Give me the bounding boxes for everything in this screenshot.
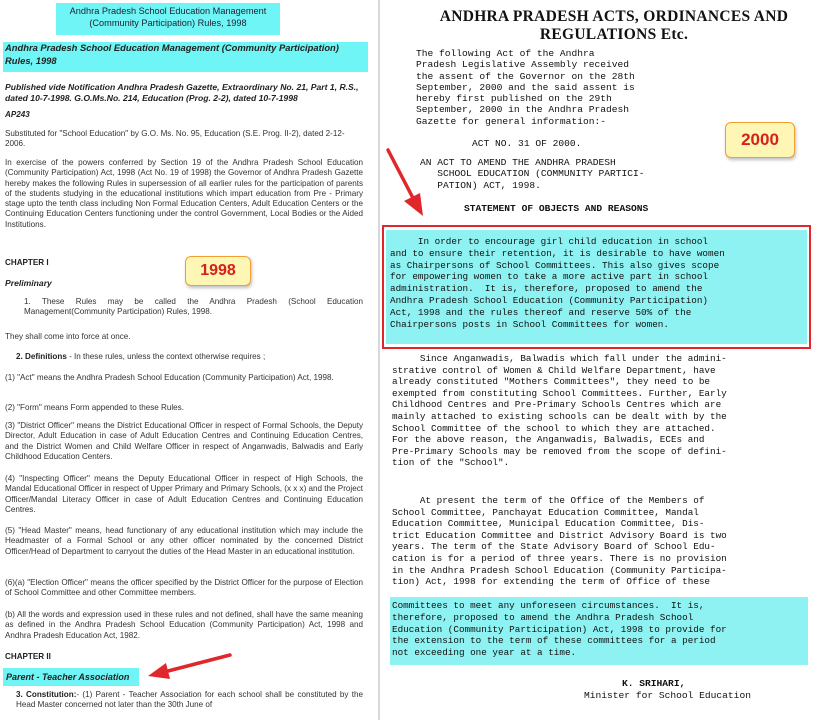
year-badge-1998: 1998 xyxy=(185,256,251,286)
ap-code: AP243 xyxy=(5,110,30,119)
para-extension: Committees to meet any unforeseen circumstances. It is, therefore, proposed to amend the Andhra Pradesh School Education (Community Participation) Act, 1998 to provide for the extension to the term of these committees for a period not exceeding one year at a time. xyxy=(392,600,727,659)
publication-note: Published vide Notification Andhra Pradesh Gazette, Extraordinary No. 21, Part 1, R.S., dated 10-7-1998. G.O.Ms.No. 214, Education (Prog. 2-2), dated 10-7-1998 xyxy=(5,82,359,103)
definition-b: (b) All the words and expression used in these rules and not defined, shall have the same meaning as defined in the Andhra Pradesh School Education (Community Participation) Act, 1998 and Andhra Pradesh Education Act, 1982. xyxy=(5,610,363,640)
signatory-designation: Minister for School Education xyxy=(584,690,751,701)
arrow-to-parent-teacher xyxy=(148,655,230,679)
year-badge-2000: 2000 xyxy=(725,122,795,158)
definitions-heading: 2. Definitions xyxy=(16,352,67,361)
para-anganwadis: Since Anganwadis, Balwadis which fall under the admini- strative control of Women & Child Welfare Department, have already constituted "Mothers Committees", they need to be exempted from constituting School Committees. Further, Early Childhood Centres and Pre-Primary Schools Centres which are mainly attached to existing schools can be dealt with by the School Committee of the school to which they are attached. For the above reason, the Anganwadis, Balwadis, ECEs and Pre-Primary Schools may be removed from the scope of defini- tion of the "School". xyxy=(392,353,727,469)
definition-3: (3) "District Officer" means the District Educational Officer in respect of Formal Schools, the Deputy Director, Adult Education in case of Adult Education Centres and Continuing Education Centres, and the District Women and Child Welfare Officer in respect of Anganwadis, Balwadis and Early Childhood Education Centers. xyxy=(5,421,363,461)
statement-heading: STATEMENT OF OBJECTS AND REASONS xyxy=(464,203,649,214)
document-title: Andhra Pradesh School Education Management (Community Participation) Rules, 1998 xyxy=(56,3,280,35)
act-number: ACT NO. 31 OF 2000. xyxy=(472,138,582,149)
signatory-name: K. SRIHARI, xyxy=(622,678,686,689)
definition-5: (5) "Head Master" means, head functionary of any educational institution which may include the Headmaster of a Formal School or any other officer nominated by the concerned District Officer/Head of Department to carryout the duties of the Head Master in an educational institution. xyxy=(5,526,363,556)
para-term-of-office: At present the term of the Office of the Members of School Committee, Panchayat Education Committee, Mandal Education Committee, Municipal Education Committee, Dis- trict Education Committee and District Advisory Board is two years. The term of the State Advisory Board of School Edu- cation is for a period of three years. There is no provision in the Andhra Pradesh School Education (Community Participa- tion) Act, 1998 for extending the term of Office of these xyxy=(392,495,727,588)
constitution-label: 3. Constitution: xyxy=(16,690,77,699)
para-girl-child-education: In order to encourage girl child education in school and to ensure their retention, it is desirable to have women as Chairpersons of School Committees. This also gives scope for empowering women to take a more active part in school administration. It is, therefore, proposed to amend the Andhra Pradesh School Education (Community Participation) Act, 1998 and the rules thereof and reserve 50% of the Chairpersons posts in School Committees for women. xyxy=(390,236,725,330)
chapter-2-heading: CHAPTER II xyxy=(5,652,51,661)
definition-2: (2) "Form" means Form appended to these Rules. xyxy=(5,403,184,412)
force-note: They shall come into force at once. xyxy=(5,332,131,341)
substitution-note: Substituted for "School Education" by G.O. Ms. No. 95, Education (S.E. Prog. II-2), dated 2-12-2006. xyxy=(5,129,345,149)
intro-paragraph: In exercise of the powers conferred by Section 19 of the Andhra Pradesh School Education (Community Participation) Act, 1998 (Act No. 19 of 1998) the Governor of Andhra Pradesh Gazette hereby makes the following Rules in supersession of all earlier rules for the participation of parents of the students studying in the educational institutions which impart education from Pre - Primary stage upto the tenth class including Non Formal Education Centers, Adult Education Centers or the Continuing Education Centers functioning under the control Government, Local Bodies or the Aided Institutions. xyxy=(5,158,363,229)
definitions-intro: - In these rules, unless the context otherwise requires ; xyxy=(66,352,266,361)
parent-teacher-heading: Parent - Teacher Association xyxy=(3,668,139,686)
assent-paragraph: The following Act of the Andhra Pradesh Legislative Assembly received the assent of the Governor on the 28th September, 2000 and the said assent is hereby first published on the 29th September, 2000 in the Andhra Pradesh Gazette for general information:- xyxy=(416,48,635,127)
act-title: AN ACT TO AMEND THE ANDHRA PRADESH SCHOOL EDUCATION (COMMUNITY PARTICI- PATION) ACT, 1998. xyxy=(420,157,645,191)
rule-1: 1. These Rules may be called the Andhra Pradesh (School Education Management(Community Participation) Rules, 1998. xyxy=(24,297,363,317)
chapter-1-heading: CHAPTER I xyxy=(5,258,49,267)
acts-heading: ANDHRA PRADESH ACTS, ORDINANCES AND REGULATIONS Etc. xyxy=(439,8,789,43)
preliminary-heading: Preliminary xyxy=(5,278,52,288)
definition-6a: (6)(a) "Election Officer" means the officer specified by the District Officer for the purpose of Election of School Committee and other Committee members. xyxy=(5,578,363,598)
rules-subtitle: Andhra Pradesh School Education Management (Community Participation) Rules, 1998 xyxy=(3,42,368,72)
arrow-to-statement xyxy=(388,150,423,216)
constitution-text: - (1) Parent - Teacher Association for each school shall be constituted by the Head Master concerned not later than the 30th June of xyxy=(16,690,363,710)
definition-1: (1) "Act" means the Andhra Pradesh School Education (Community Participation) Act, 1998. xyxy=(5,373,334,382)
definition-4: (4) "Inspecting Officer" means the Deputy Educational Officer in respect of High Schools, the Mandal Educational Officer in respect of Upper Primary and Primary Schools, (x x x) and the Project Officer/Mandal Literacy Officer in case of Adult Education Centres and Continuing Education Centres. xyxy=(5,474,363,514)
